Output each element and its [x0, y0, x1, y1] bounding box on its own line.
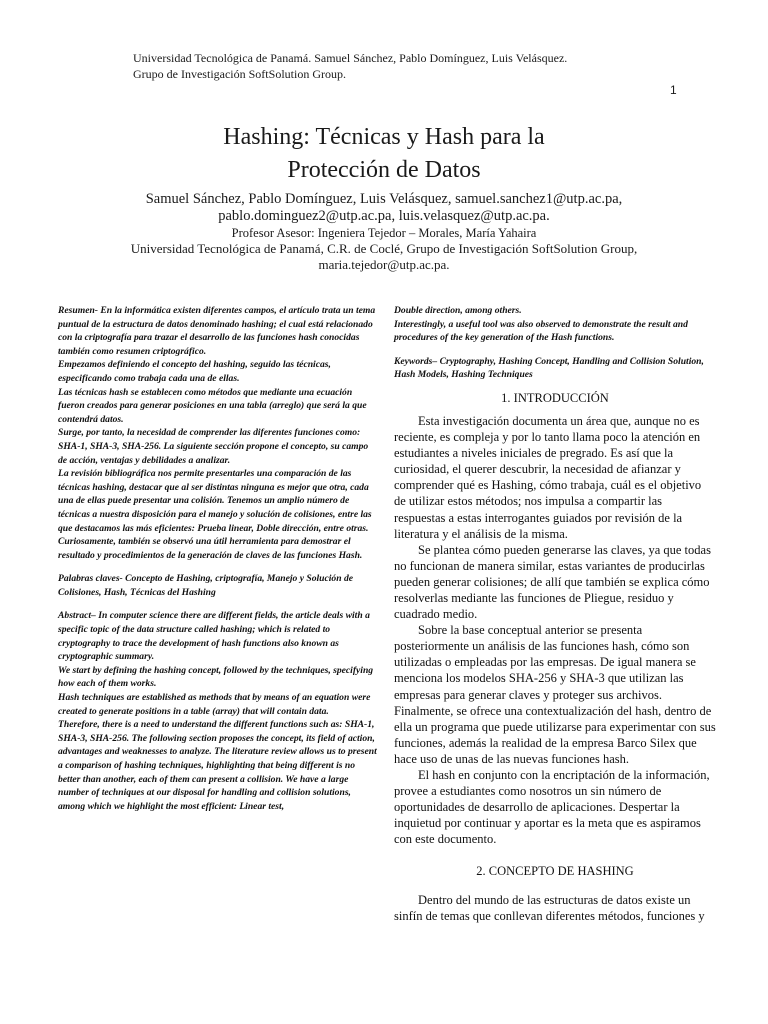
abstract-section [58, 609, 378, 813]
abstract-paragraph: Therefore, there is a need to understand the different functions such as: SHA-1, SHA-3, SHA-256. The following section proposes the concept, its field of action, advantages and weaknesses to analyze. The literature review allows us to present a comparison of hashing techniques, highlighting that being different is no better than another, each of them can present a collision. We have a large number of techniques at our disposal for handling and collision solutions, among which we highlight the most efficient: Linear test, [58, 719, 377, 812]
introduccion-body [394, 413, 716, 848]
abstract-paragraph: Double direction, among others. [394, 305, 522, 316]
resumen-paragraph: Curiosamente, también se observó una útil herramienta para demostrar el resultado y procedimientos de la generación de claves de las funciones Hash. [58, 536, 363, 561]
resumen-paragraph: Surge, por tanto, la necesidad de comprender las diferentes funciones como: SHA-1, SHA-3, SHA-256. La siguiente sección propone el concepto, su campo de acción, ventajas y debilidades a analizar. [58, 427, 369, 466]
paper-title-line-2: Protección de Datos [287, 157, 481, 183]
paper-title [0, 121, 768, 187]
abstract-paragraph: Abstract– In computer science there are different fields, the article deals with a specific topic of the data structure called hashing; which is related to cryptography to trace the development of hash functions also known as cryptographic summary. [58, 610, 370, 663]
abstract-paragraph: Interestingly, a useful tool was also observed to demonstrate the result and procedures of the key generation of the Hash functions. [394, 318, 688, 344]
page-number: 1 [670, 83, 677, 97]
resumen-section [58, 304, 378, 562]
abstract-paragraph: We start by defining the hashing concept, followed by the techniques, specifying how each of them works. [58, 664, 374, 690]
left-column [58, 304, 378, 813]
advisor-line: Profesor Asesor: Ingeniera Tejedor – Morales, María Yahaira [231, 226, 537, 240]
body-paragraph: Se plantea cómo pueden generarse las claves, ya que todas no funcionan de manera similar, estas variantes de producirlas pueden generar colisiones; de allí que también se explica cómo resolverlas mediante las funciones de Pliegue, residuo y cuadrado medio. [394, 542, 711, 622]
author-list [0, 191, 768, 225]
resumen-paragraph: Empezamos definiendo el concepto del hashing, seguido las técnicas, especificando como trabaja cada una de ellas. [58, 359, 331, 384]
running-header [133, 50, 653, 82]
palabras-claves: Palabras claves- Concepto de Hashing, criptografía, Manejo y Solución de Colisiones, Hash, Técnicas del Hashing [58, 573, 354, 598]
author-line-1: Samuel Sánchez, Pablo Domínguez, Luis Velásquez, samuel.sanchez1@utp.ac.pa, [145, 191, 623, 207]
running-header-line-2: Grupo de Investigación SoftSolution Group. [133, 67, 346, 81]
affiliation-line: Universidad Tecnológica de Panamá, C.R. de Coclé, Grupo de Investigación SoftSolution Group, [130, 241, 638, 256]
body-paragraph: Esta investigación documenta un área que, aunque no es reciente, es compleja y por lo tanto llama poco la atención en estudiantes a niveles iniciales de pregrado. Es así que la curiosidad, el querer descubrir, la necesidad de afianzar y comprender qué es Hashing, cómo trabaja, cuál es el objetivo de utilizar estos métodos; nos impulsa a compartir las respuestas a estas interrogantes guiados por revisión de la literatura y el análisis de la misma. [394, 413, 702, 541]
affiliation-contact: maria.tejedor@utp.ac.pa. [318, 257, 450, 272]
running-header-line-1: Universidad Tecnológica de Panamá. Samuel Sánchez, Pablo Domínguez, Luis Velásquez. [133, 51, 568, 65]
paper-title-line-1: Hashing: Técnicas y Hash para la [223, 124, 545, 150]
author-line-2: pablo.dominguez2@utp.ac.pa, luis.velasquez@utp.ac.pa. [218, 208, 550, 224]
abstract-continuation [394, 304, 716, 345]
resumen-paragraph: La revisión bibliográfica nos permite presentarles una comparación de las técnicas hashing, destacar que al ser distintas ninguna es mejor que otra, cada una de ellas puede presentar una colisión. Tenemos un amplio número de técnicas a nuestra disposición para el manejo y solución de colisiones, entre las que destacamos las más eficientes: Prueba linear, Doble dirección, entre otras. [58, 468, 372, 534]
keywords: Keywords– Cryptography, Hashing Concept, Handling and Collision Solution, Hash Models, Hashing Techniques [394, 355, 704, 381]
body-paragraph: Dentro del mundo de las estructuras de datos existe un sinfín de temas que conllevan diferentes métodos, funciones y [394, 892, 705, 923]
resumen-paragraph: Resumen- En la informática existen diferentes campos, el artículo trata un tema puntual de la estructura de datos denominado hashing; el cual está relacionado con la criptografía para trazar el desarrollo de las funciones hash conocidas también como resumen criptográfico. [58, 305, 376, 357]
abstract-paragraph: Hash techniques are established as methods that by means of an equation were created to generate positions in a table (array) that will contain data. [58, 692, 371, 717]
section-heading-concepto-hashing: 2. CONCEPTO DE HASHING [476, 863, 634, 878]
right-column [394, 304, 716, 924]
title-block [0, 121, 768, 273]
body-paragraph: El hash en conjunto con la encriptación de la información, provee a estudiantes como nosotros un sin número de oportunidades de desarrollo de aplicaciones. Despertar la inquietud por continuar y aportar es la meta que es aspiramos con este documento. [394, 768, 710, 847]
resumen-paragraph: Las técnicas hash se establecen como métodos que mediante una ecuación fueron creados para generar posiciones en una tabla (arreglo) que será la que contendrá datos. [58, 386, 367, 425]
section-heading-introduccion: 1. INTRODUCCIÓN [501, 390, 609, 405]
body-paragraph: Sobre la base conceptual anterior se presenta posteriormente un análisis de las funciones hash, cómo son utilizadas o empleadas por las empresas. De igual manera se menciona los modelos SHA-256 y SHA-3 que utilizan las empresas para generar claves y proteger sus archivos. Finalmente, se ofrece una contextualización del hash, dentro de ella un programa que puede utilizarse para experimentar con sus funciones, además la realidad de la empresa Barco Silex que hace uso de unas de las nuevas funciones hash. [394, 623, 716, 766]
